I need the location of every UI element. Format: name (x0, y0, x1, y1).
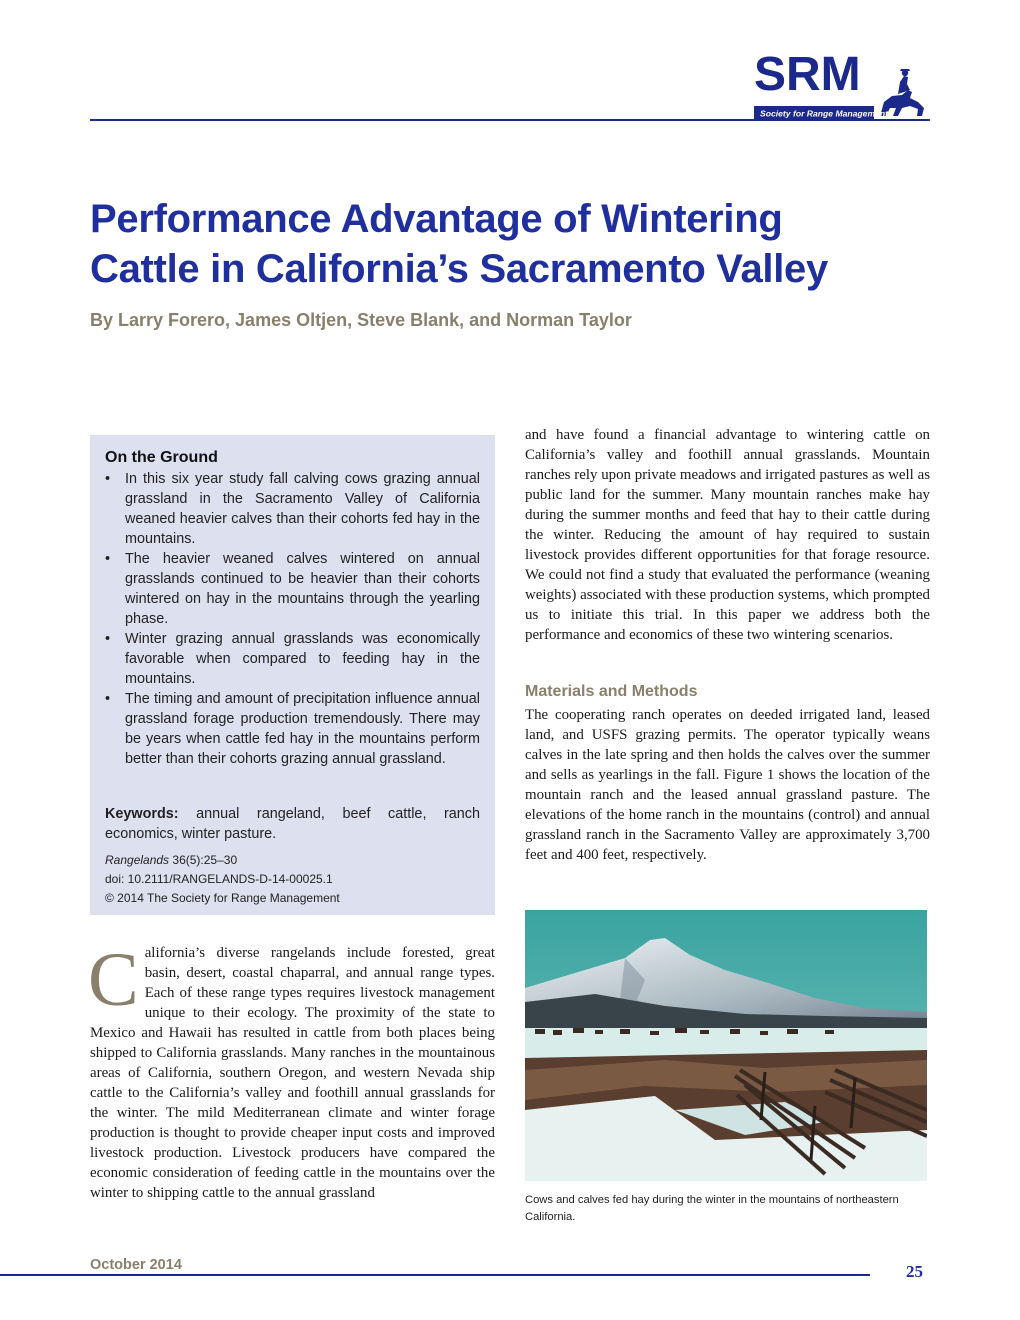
on-the-ground-box (90, 435, 495, 915)
journal-volume: 36(5):25–30 (169, 853, 238, 867)
journal-reference (105, 851, 480, 870)
drop-cap: C (88, 938, 139, 1022)
on-the-ground-heading: On the Ground (105, 449, 218, 466)
article-title (90, 194, 950, 294)
footer-issue-date: October 2014 (90, 1257, 182, 1273)
photo-caption: Cows and calves fed hay during the winter in the mountains of northeastern California. (525, 1194, 899, 1223)
title-line-1: Performance Advantage of Wintering (90, 197, 783, 241)
footer-rule (0, 1274, 870, 1276)
byline: By Larry Forero, James Oltjen, Steve Blank, and Norman Taylor (90, 310, 632, 330)
citation-block (105, 851, 480, 908)
journal-name: Rangelands (105, 853, 170, 867)
key-point: • The heavier weaned calves wintered on annual grasslands continued to be heavier than their cohorts wintered on hay in the mountains through the yearling phase. (105, 549, 480, 629)
page-number: 25 (906, 1262, 923, 1281)
winter-ranch-photo (525, 910, 927, 1181)
materials-paragraph: The cooperating ranch operates on deeded irrigated land, leased land, and USFS grazing permits. The operator typically weans calves in the late spring and then holds the calves over the summer and sells as yearlings in the fall. Figure 1 shows the location of the mountain ranch and the leased annual grassland pasture. The elevations of the home ranch in the mountains (control) and annual grassland ranch in the Sacramento Valley are approximately 3,700 feet and 400 feet, respectively. (525, 707, 930, 863)
header-rule (90, 119, 930, 121)
intro-paragraph (88, 938, 495, 1203)
keywords (105, 804, 480, 844)
intro-text: alifornia’s diverse rangelands include forested, great basin, desert, coastal chaparral, and annual range types. Each of these range types requires livestock management unique to their ecology. The proximity of the state to Mexico and Hawaii has resulted in cattle from both places being shipped to California grasslands. Many ranches in the mountainous areas of California, southern Oregon, and western Nevada ship cattle to the California’s valley and foothill annual grasslands for the winter. The mild Mediterranean climate and winter forage production is thought to provide cheaper input costs and improved livestock production. Livestock producers have compared the economic consideration of feeding cattle in the mountains over the winter to shipping cattle to the annual grassland (90, 945, 495, 1201)
key-point: • Winter grazing annual grasslands was economically favorable when compared to feeding hay in the mountains. (105, 629, 480, 689)
key-point: • In this six year study fall calving cows grazing annual grassland in the Sacramento Valley of California weaned heavier calves than their cohorts fed hay in the mountains. (105, 469, 480, 549)
continuation-paragraph: and have found a financial advantage to wintering cattle on California’s valley and foothill annual grasslands. Mountain ranches rely upon private meadows and irrigated pastures as well as public land for the summer. Many mountain ranches make hay during the summer months and feed that hay to their cattle during the winter. Reducing the amount of hay required to sustain livestock provides different opportunities for that forage resource. We could not find a study that evaluated the performance (weaning weights) associated with these production systems, which prompted us to initiate this trial. In this paper we address both the performance and economics of these two wintering scenarios. (525, 427, 930, 643)
title-line-2: Cattle in California’s Sacramento Valley (90, 247, 828, 291)
logo-letters (754, 48, 861, 101)
logo-subtitle: Society for Range Management (760, 108, 888, 119)
doi: doi: 10.2111/RANGELANDS-D-14-00025.1 (105, 872, 333, 886)
key-point: • The timing and amount of precipitation influence annual grassland forage production tremendously. There may be years when cattle fed hay in the mountains perform better than their cohorts grazing annual grassland. (105, 689, 480, 769)
keywords-list: annual rangeland, beef cattle, ranch economics, winter pasture. (105, 806, 480, 842)
logo-wordmark: SRM (754, 48, 861, 101)
key-points-list (105, 469, 480, 769)
section-heading-materials: Materials and Methods (525, 683, 698, 700)
keywords-label: Keywords: (105, 806, 179, 822)
copyright: © 2014 The Society for Range Management (105, 891, 340, 905)
srm-logo (752, 46, 930, 122)
